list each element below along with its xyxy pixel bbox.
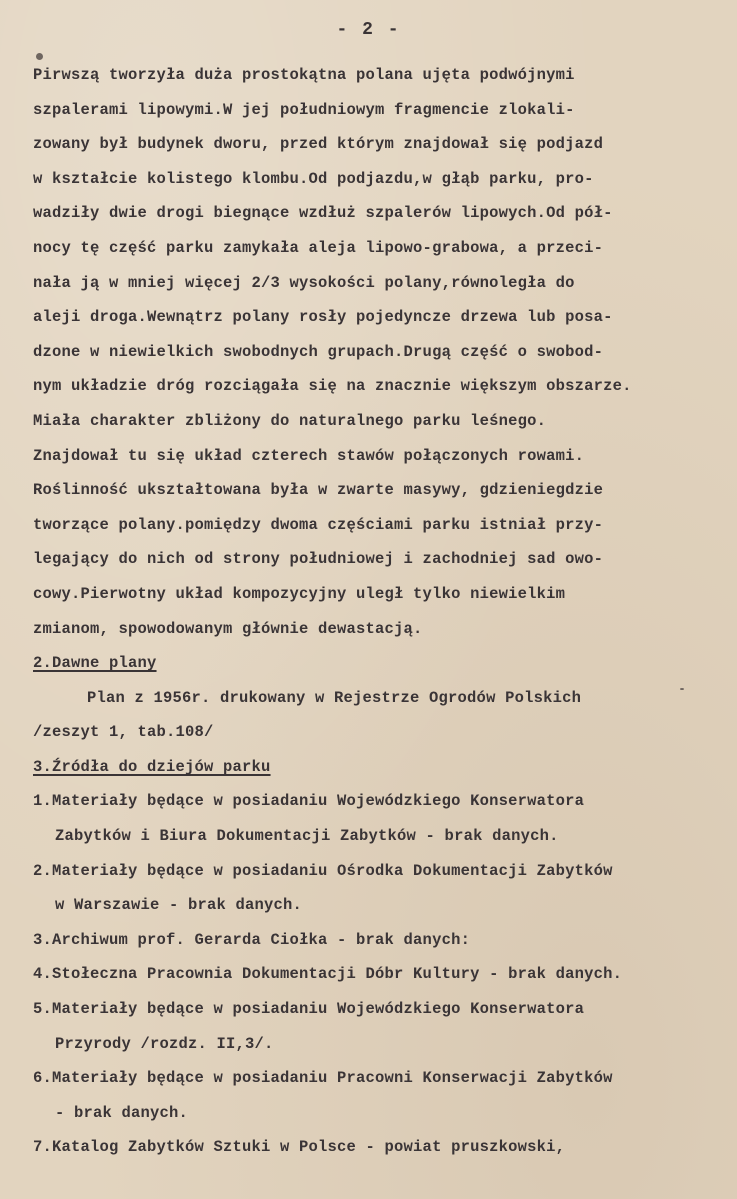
source-item: 2.Materiały będące w posiadaniu Ośrodka Dokumentacji Zabytków: [33, 861, 613, 880]
source-item-continuation: w Warszawie - brak danych.: [55, 896, 303, 915]
document-body: [33, 58, 723, 1165]
source-item: 7.Katalog Zabytków Sztuki w Polsce - powiat pruszkowski,: [33, 1138, 566, 1157]
paragraph-line: Miała charakter zbliżony do naturalnego parku leśnego.: [33, 411, 547, 430]
source-item-continuation: Przyrody /rozdz. II,3/.: [55, 1034, 274, 1053]
paragraph-line: nym układzie dróg rozciągała się na znacznie większym obszarze.: [33, 377, 632, 396]
paragraph-line: Znajdował tu się układ czterech stawów połączonych rowami.: [33, 446, 585, 465]
paragraph-line: zmianom, spowodowanym głównie dewastacją.: [33, 619, 423, 638]
paragraph-line: cowy.Pierwotny układ kompozycyjny uległ tylko niewielkim: [33, 584, 566, 603]
paragraph-line: tworzące polany.pomiędzy dwoma częściami parku istniał przy-: [33, 515, 604, 534]
source-item: 1.Materiały będące w posiadaniu Wojewódzkiego Konserwatora: [33, 792, 585, 811]
section-3-heading: 3.Źródła do dziejów parku: [33, 757, 271, 776]
paragraph-line: szpalerami lipowymi.W jej południowym fragmencie zlokali-: [33, 100, 575, 119]
paragraph-line: zowany był budynek dworu, przed którym znajdował się podjazd: [33, 135, 604, 154]
page-number: - 2 -: [336, 20, 401, 40]
paragraph-line: nocy tę część parku zamykała aleja lipowo-grabowa, a przeci-: [33, 238, 604, 257]
section-2-heading: 2.Dawne plany: [33, 654, 157, 673]
section-2-heading-line: [33, 646, 723, 681]
source-item-continuation: - brak danych.: [55, 1103, 189, 1122]
paragraph-line: wadziły dwie drogi biegnące wzdłuż szpalerów lipowych.Od pół-: [33, 204, 613, 223]
source-item: 4.Stołeczna Pracownia Dokumentacji Dóbr Kultury - brak danych.: [33, 965, 623, 984]
source-item: 5.Materiały będące w posiadaniu Wojewódzkiego Konserwatora: [33, 1000, 585, 1019]
source-item: 6.Materiały będące w posiadaniu Pracowni Konserwacji Zabytków: [33, 1069, 613, 1088]
paragraph-line: w kształcie kolistego klombu.Od podjazdu,w głąb parku, pro-: [33, 169, 594, 188]
section-3-heading-line: [33, 750, 723, 785]
paragraph-line: dzone w niewielkich swobodnych grupach.Drugą część o swobod-: [33, 342, 604, 361]
paragraph-line: legający do nich od strony południowej i zachodniej sad owo-: [33, 550, 604, 569]
source-item-continuation: Zabytków i Biura Dokumentacji Zabytków - brak danych.: [55, 827, 559, 846]
paragraph-line: Pirwszą tworzyła duża prostokątna polana ujęta podwójnymi: [33, 66, 575, 84]
plan-line: /zeszyt 1, tab.108/: [33, 723, 214, 742]
paragraph-line: aleji droga.Wewnątrz polany rosły pojedyncze drzewa lub posa-: [33, 308, 613, 327]
source-item: 3.Archiwum prof. Gerarda Ciołka - brak danych:: [33, 930, 471, 949]
paragraph-line: nała ją w mniej więcej 2/3 wysokości polany,równoległa do: [33, 273, 575, 292]
paragraph-line: Roślinność ukształtowana była w zwarte masywy, gdzieniegdzie: [33, 481, 604, 500]
plan-line: Plan z 1956r. drukowany w Rejestrze Ogrodów Polskich: [87, 688, 582, 707]
